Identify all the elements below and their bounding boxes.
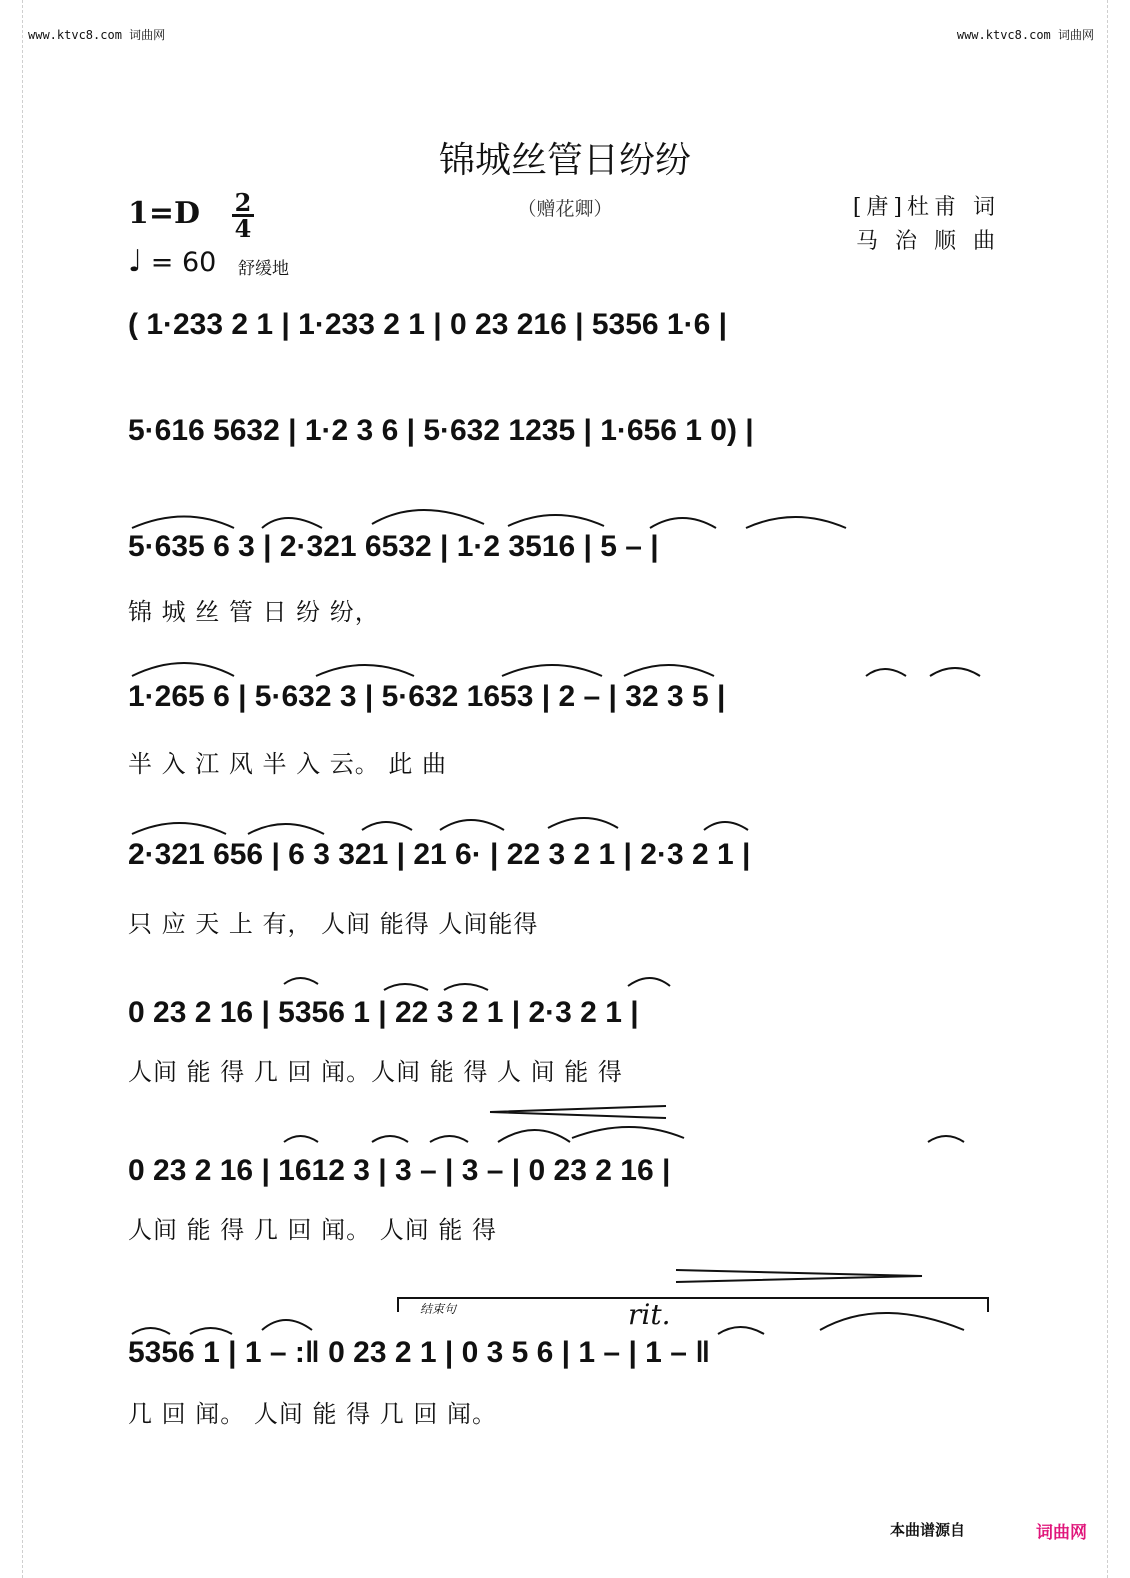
footer-source-text: 本曲谱源自 (890, 1521, 966, 1539)
slur-mark (718, 1327, 764, 1334)
tempo-value: = 60 (150, 247, 217, 278)
time-signature (232, 188, 254, 243)
lyrics-line-7: 人间 能 得 几 回 闻。 人间 能 得 (128, 1216, 498, 1244)
header-right-url[interactable]: www.ktvc8.com 词曲网 (956, 28, 1094, 42)
slur-mark (384, 984, 428, 990)
score-line-8: 5356 1 | 1 – :‖ 0 23 2 1 | 0 3 5 6 | 1 – | 1 – ‖ (128, 1336, 711, 1369)
slur-mark (132, 823, 226, 834)
lyrics-line-5: 只 应 天 上 有， 人间 能得 人间能得 (128, 910, 539, 938)
ending-bracket (398, 1298, 988, 1312)
slur-mark (132, 1328, 170, 1334)
lyrics-line-3: 锦 城 丝 管 日 纷 纷， (128, 598, 380, 626)
slur-mark (372, 510, 484, 524)
lyrics-line-6: 人间 能 得 几 回 闻。人间 能 得 人 间 能 得 (128, 1058, 623, 1086)
score-line-6: 0 23 2 16 | 5356 1 | 22 3 2 1 | 2·3 2 1 | (128, 996, 639, 1029)
key-signature: 1=D (128, 196, 201, 231)
score-line-5: 2·321 656 | 6 3 321 | 21 6· | 22 3 2 1 | 2·3 2 1 | (128, 838, 751, 871)
left-margin-watermark (0, 0, 23, 1578)
slur-mark (650, 518, 716, 528)
slur-mark (316, 665, 414, 676)
slur-mark (866, 669, 906, 676)
slur-mark (132, 517, 234, 529)
song-subtitle: （赠花卿） (517, 198, 613, 220)
slur-mark (498, 1130, 570, 1142)
slur-mark (820, 1313, 964, 1330)
song-title: 锦城丝管日纷纷 (438, 140, 691, 181)
slur-mark (746, 517, 846, 528)
slur-mark (430, 1136, 468, 1142)
ending-label: 结束句 (420, 1302, 457, 1316)
slur-mark (262, 518, 322, 528)
slur-mark (502, 665, 602, 676)
decrescendo-hairpin (676, 1270, 922, 1282)
slur-mark (284, 978, 318, 984)
right-margin-watermark (1107, 0, 1130, 1578)
slur-mark (132, 663, 234, 676)
time-signature-bottom: 4 (234, 214, 252, 243)
composer-credit: 马 治 顺 曲 (856, 229, 1000, 254)
time-signature-top: 2 (234, 188, 252, 217)
slur-mark (928, 1136, 964, 1142)
slur-mark (262, 1320, 312, 1330)
quarter-note-icon: ♩ (128, 244, 143, 279)
slur-mark (190, 1328, 232, 1334)
slur-mark (572, 1127, 684, 1138)
expression-marking: 舒缓地 (238, 259, 289, 279)
slur-mark (628, 978, 670, 986)
crescendo-hairpin (490, 1106, 666, 1118)
slur-mark (362, 822, 412, 830)
lyricist-credit: [唐]杜甫 词 (852, 195, 1000, 220)
slur-mark (508, 515, 604, 526)
footer-logo[interactable]: 词曲网 (1036, 1523, 1087, 1543)
slur-mark (548, 818, 618, 828)
lyrics-line-8: 几 回 闻。 人间 能 得 几 回 闻。 (128, 1400, 498, 1428)
rit-marking: rit. (628, 1298, 671, 1331)
slur-mark (372, 1136, 408, 1142)
score-line-3: 5·635 6 3 | 2·321 6532 | 1·2 3516 | 5 – | (128, 530, 659, 563)
slur-mark (624, 665, 714, 676)
slur-mark (248, 824, 324, 834)
slur-mark (284, 1136, 318, 1142)
score-line-7: 0 23 2 16 | 1612 3 | 3 – | 3 – | 0 23 2 16 | (128, 1154, 671, 1187)
header-left-url[interactable]: www.ktvc8.com 词曲网 (28, 28, 166, 42)
slur-mark (440, 820, 504, 830)
slur-mark (704, 822, 748, 830)
score-line-4: 1·265 6 | 5·632 3 | 5·632 1653 | 2 – | 32 3 5 | (128, 680, 726, 713)
lyrics-line-4: 半 入 江 风 半 入 云。 此 曲 (128, 750, 448, 778)
slur-mark (444, 984, 488, 990)
slur-mark (930, 668, 980, 676)
score-line-2: 5·616 5632 | 1·2 3 6 | 5·632 1235 | 1·656 1 0) | (128, 414, 754, 447)
tempo-marking (128, 244, 216, 279)
score-line-1: ( 1·233 2 1 | 1·233 2 1 | 0 23 216 | 5356 1·6 | (128, 308, 727, 341)
